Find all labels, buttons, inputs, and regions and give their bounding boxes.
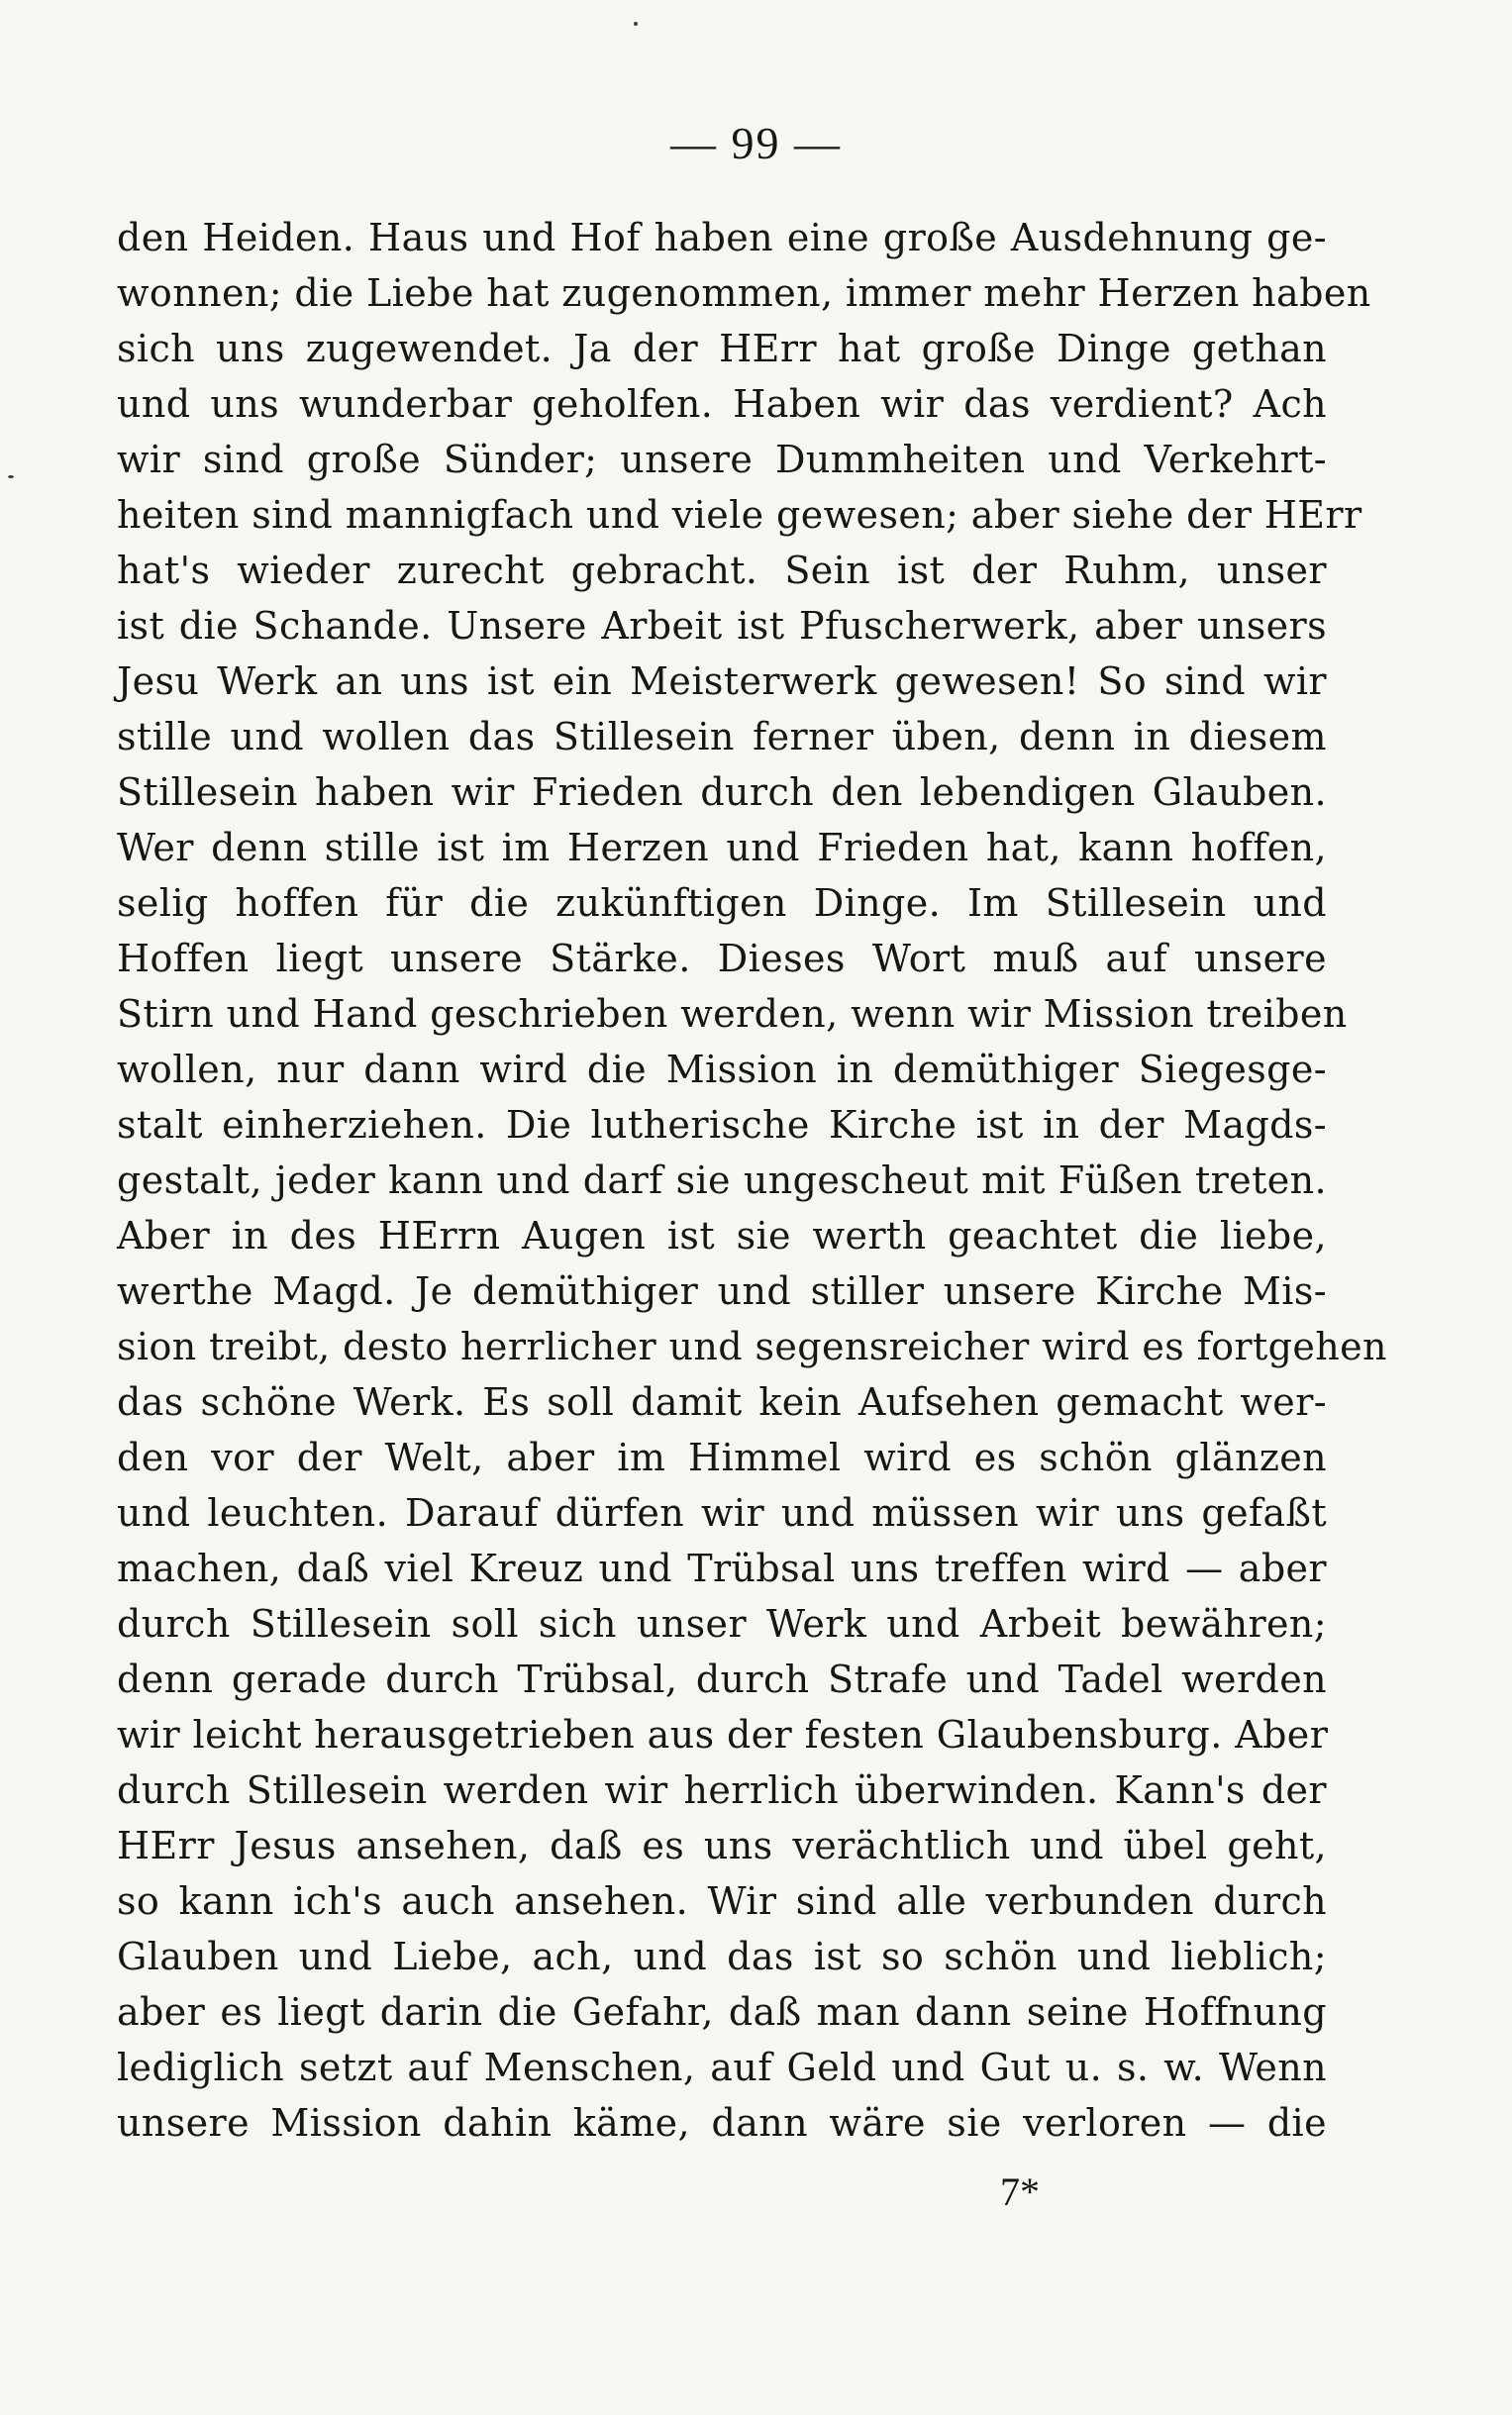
text-line: sion treibt, desto herrlicher und segensreicher wird es fortgehen (117, 1325, 1387, 1368)
text-line: werthe Magd. Je demüthiger und stiller unsere Kirche Mis- (117, 1269, 1327, 1313)
text-line: stalt einherziehen. Die lutherische Kirche ist in der Magds- (117, 1103, 1327, 1147)
text-line: wonnen; die Liebe hat zugenommen, immer mehr Herzen haben (117, 271, 1371, 315)
text-line: durch Stillesein soll sich unser Werk und Arbeit bewähren; (117, 1602, 1327, 1646)
text-line: Hoffen liegt unsere Stärke. Dieses Wort muß auf unsere (117, 937, 1327, 980)
text-line: und leuchten. Darauf dürfen wir und müssen wir uns gefaßt (117, 1491, 1327, 1535)
text-line: das schöne Werk. Es soll damit kein Aufsehen gemacht wer- (117, 1380, 1327, 1424)
text-line: denn gerade durch Trübsal, durch Strafe und Tadel werden (117, 1658, 1327, 1701)
text-line: den vor der Welt, aber im Himmel wird es schön glänzen (117, 1436, 1327, 1479)
text-line: wir sind große Sünder; unsere Dummheiten und Verkehrt- (117, 438, 1327, 481)
paper-speck (634, 22, 638, 26)
text-line: gestalt, jeder kann und darf sie ungescheut mit Füßen treten. (117, 1158, 1327, 1202)
text-line: lediglich setzt auf Menschen, auf Geld und Gut u. s. w. Wenn (117, 2046, 1327, 2089)
body-text (117, 210, 1387, 2151)
paper-speck (8, 475, 14, 478)
signature-mark: 7* (1000, 2169, 1040, 2214)
text-line: Stillesein haben wir Frieden durch den lebendigen Glauben. (117, 770, 1327, 814)
text-line: Jesu Werk an uns ist ein Meisterwerk gewesen! So sind wir (117, 659, 1327, 703)
text-line: heiten sind mannigfach und viele gewesen; aber siehe der HErr (117, 493, 1362, 537)
text-line: ist die Schande. Unsere Arbeit ist Pfuscherwerk, aber unsers (117, 604, 1327, 648)
text-line: hat's wieder zurecht gebracht. Sein ist der Ruhm, unser (117, 549, 1327, 592)
text-line: selig hoffen für die zukünftigen Dinge. Im Stillesein und (117, 881, 1327, 925)
text-line: Stirn und Hand geschrieben werden, wenn wir Mission treiben (117, 992, 1348, 1036)
text-line: wir leicht herausgetrieben aus der festen Glaubensburg. Aber (117, 1713, 1329, 1757)
text-line: den Heiden. Haus und Hof haben eine große Ausdehnung ge- (117, 216, 1327, 259)
text-line: so kann ich's auch ansehen. Wir sind alle verbunden durch (117, 1879, 1327, 1923)
text-line: Glauben und Liebe, ach, und das ist so schön und lieblich; (117, 1935, 1327, 1978)
text-line: wollen, nur dann wird die Mission in demüthiger Siegesge- (117, 1048, 1327, 1091)
text-line: durch Stillesein werden wir herrlich überwinden. Kann's der (117, 1768, 1327, 1812)
text-line: und uns wunderbar geholfen. Haben wir das verdient? Ach (117, 382, 1327, 426)
page-number: — 99 — (670, 118, 842, 168)
text-line: unsere Mission dahin käme, dann wäre sie verloren — die (117, 2101, 1327, 2145)
text-line: sich uns zugewendet. Ja der HErr hat große Dinge gethan (117, 327, 1327, 370)
text-line: Aber in des HErrn Augen ist sie werth geachtet die liebe, (117, 1214, 1327, 1258)
text-line: machen, daß viel Kreuz und Trübsal uns treffen wird — aber (117, 1547, 1327, 1590)
text-line: Wer denn stille ist im Herzen und Frieden hat, kann hoffen, (117, 826, 1327, 869)
text-line: stille und wollen das Stillesein ferner üben, denn in diesem (117, 715, 1327, 758)
text-line: aber es liegt darin die Gefahr, daß man dann seine Hoffnung (117, 1990, 1327, 2034)
text-line: HErr Jesus ansehen, daß es uns verächtlich und übel geht, (117, 1824, 1327, 1867)
